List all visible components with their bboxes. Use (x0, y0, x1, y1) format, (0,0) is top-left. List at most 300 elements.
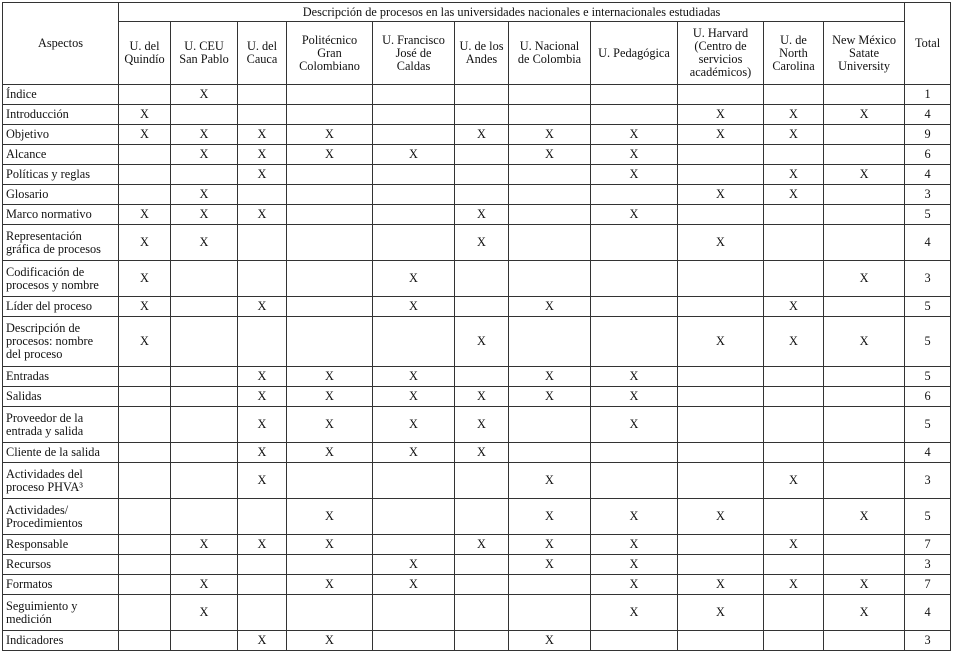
mark-cell (287, 185, 373, 205)
mark-cell: X (238, 535, 287, 555)
university-column-header (287, 22, 373, 85)
mark-cell: X (455, 205, 509, 225)
mark-cell (591, 317, 678, 367)
mark-cell (171, 499, 238, 535)
university-column-header (455, 22, 509, 85)
mark-cell (119, 165, 171, 185)
mark-cell (119, 535, 171, 555)
mark-cell (119, 407, 171, 443)
aspect-cell (3, 535, 119, 555)
total-cell: 5 (905, 499, 951, 535)
aspect-line: Introducción (6, 107, 69, 121)
mark-cell: X (678, 105, 764, 125)
mark-cell (171, 367, 238, 387)
mark-cell (824, 555, 905, 575)
mark-cell (238, 499, 287, 535)
table-row (3, 317, 951, 367)
mark-cell: X (238, 407, 287, 443)
mark-cell: X (455, 535, 509, 555)
aspect-cell (3, 463, 119, 499)
column-header-line: U. Nacional (519, 39, 580, 53)
mark-cell: X (591, 407, 678, 443)
mark-cell (455, 499, 509, 535)
mark-cell (455, 261, 509, 297)
mark-cell (455, 575, 509, 595)
aspect-cell (3, 185, 119, 205)
aspect-line: Proveedor de la (6, 410, 84, 425)
column-header-line: North (779, 45, 808, 60)
mark-cell (455, 631, 509, 651)
mark-cell: X (238, 145, 287, 165)
table-row (3, 555, 951, 575)
mark-cell (764, 205, 824, 225)
table-row (3, 125, 951, 145)
aspect-line: Representación (6, 228, 82, 243)
university-column-header (678, 22, 764, 85)
mark-cell (764, 555, 824, 575)
mark-cell (373, 165, 455, 185)
table-row (3, 105, 951, 125)
mark-cell (373, 125, 455, 145)
mark-cell (455, 165, 509, 185)
column-header-line: U. de (780, 32, 807, 47)
mark-cell: X (824, 261, 905, 297)
mark-cell: X (373, 443, 455, 463)
mark-cell (591, 631, 678, 651)
mark-cell (591, 261, 678, 297)
mark-cell: X (171, 595, 238, 631)
mark-cell (678, 443, 764, 463)
mark-cell: X (509, 125, 591, 145)
column-header-line: San Pablo (179, 52, 229, 66)
process-comparison-table (2, 2, 951, 651)
table-row (3, 85, 951, 105)
mark-cell (678, 85, 764, 105)
mark-cell (171, 631, 238, 651)
aspect-line: Líder del proceso (6, 299, 93, 313)
table-row (3, 367, 951, 387)
total-cell: 5 (905, 407, 951, 443)
university-column-header (764, 22, 824, 85)
aspect-line: Descripción de (6, 321, 81, 335)
total-cell: 5 (905, 297, 951, 317)
mark-cell (455, 595, 509, 631)
mark-cell (455, 185, 509, 205)
mark-cell: X (238, 165, 287, 185)
total-cell: 3 (905, 555, 951, 575)
mark-cell: X (455, 125, 509, 145)
mark-cell (678, 261, 764, 297)
aspect-cell (3, 297, 119, 317)
aspect-cell (3, 443, 119, 463)
table-row (3, 463, 951, 499)
mark-cell (678, 367, 764, 387)
mark-cell: X (287, 631, 373, 651)
column-header-line: U. Pedagógica (598, 45, 670, 60)
mark-cell (287, 165, 373, 185)
university-column-header (824, 22, 905, 85)
table-row (3, 631, 951, 651)
column-header-line: Caldas (396, 58, 431, 73)
mark-cell (764, 407, 824, 443)
aspect-line: Cliente de la salida (6, 445, 100, 459)
mark-cell: X (119, 225, 171, 261)
mark-cell (509, 595, 591, 631)
aspect-line: Entradas (6, 369, 50, 383)
mark-cell (373, 535, 455, 555)
mark-cell (287, 595, 373, 631)
table-row (3, 185, 951, 205)
mark-cell (171, 261, 238, 297)
mark-cell: X (509, 499, 591, 535)
column-header-line: académicos) (689, 65, 752, 79)
mark-cell (509, 407, 591, 443)
mark-cell (455, 297, 509, 317)
mark-cell (824, 443, 905, 463)
mark-cell (119, 575, 171, 595)
mark-cell (119, 185, 171, 205)
mark-cell (119, 443, 171, 463)
mark-cell: X (509, 535, 591, 555)
mark-cell (171, 443, 238, 463)
mark-cell (287, 105, 373, 125)
mark-cell (509, 443, 591, 463)
mark-cell (591, 463, 678, 499)
mark-cell (591, 105, 678, 125)
mark-cell: X (287, 125, 373, 145)
total-cell: 3 (905, 463, 951, 499)
mark-cell: X (119, 317, 171, 367)
mark-cell: X (119, 105, 171, 125)
mark-cell: X (824, 105, 905, 125)
mark-cell (119, 631, 171, 651)
total-cell: 4 (905, 443, 951, 463)
aspect-line: Recursos (6, 557, 52, 571)
mark-cell (678, 463, 764, 499)
aspect-line: Actividades/ (6, 502, 69, 517)
table-row (3, 387, 951, 407)
mark-cell (764, 387, 824, 407)
table-row (3, 297, 951, 317)
table-row (3, 575, 951, 595)
mark-cell: X (591, 125, 678, 145)
mark-cell: X (764, 297, 824, 317)
mark-cell: X (287, 535, 373, 555)
mark-cell (764, 145, 824, 165)
aspect-line: Formatos (6, 577, 53, 591)
mark-cell (824, 367, 905, 387)
mark-cell (678, 145, 764, 165)
mark-cell: X (764, 535, 824, 555)
total-header: Total (905, 3, 951, 85)
aspect-cell (3, 499, 119, 535)
mark-cell: X (824, 165, 905, 185)
total-cell: 3 (905, 631, 951, 651)
mark-cell: X (171, 535, 238, 555)
mark-cell (171, 387, 238, 407)
total-cell: 5 (905, 367, 951, 387)
mark-cell: X (591, 535, 678, 555)
mark-cell (287, 261, 373, 297)
table-row (3, 535, 951, 555)
mark-cell (678, 555, 764, 575)
mark-cell (287, 225, 373, 261)
aspect-cell (3, 85, 119, 105)
mark-cell: X (171, 185, 238, 205)
aspect-line: medición (6, 611, 52, 626)
table-row (3, 205, 951, 225)
mark-cell: X (238, 463, 287, 499)
mark-cell (824, 463, 905, 499)
mark-cell (171, 555, 238, 575)
mark-cell: X (591, 499, 678, 535)
column-header-line: Colombiano (299, 58, 360, 73)
mark-cell (373, 499, 455, 535)
mark-cell (509, 165, 591, 185)
mark-cell: X (238, 367, 287, 387)
total-cell: 7 (905, 575, 951, 595)
mark-cell: X (373, 261, 455, 297)
mark-cell (764, 595, 824, 631)
mark-cell: X (287, 575, 373, 595)
aspect-line: Objetivo (6, 127, 50, 141)
mark-cell: X (373, 145, 455, 165)
column-header-line: U. del (246, 39, 278, 53)
total-cell: 3 (905, 185, 951, 205)
aspect-line: Indicadores (6, 633, 64, 647)
mark-cell (287, 555, 373, 575)
mark-cell: X (373, 367, 455, 387)
mark-cell: X (591, 555, 678, 575)
mark-cell: X (678, 595, 764, 631)
mark-cell (119, 463, 171, 499)
aspect-line: Seguimiento y (6, 598, 78, 613)
mark-cell: X (678, 185, 764, 205)
column-header-line: University (838, 58, 890, 73)
mark-cell (591, 185, 678, 205)
mark-cell: X (591, 165, 678, 185)
aspect-line: gráfica de procesos (6, 241, 101, 256)
mark-cell: X (764, 165, 824, 185)
mark-cell (764, 225, 824, 261)
total-cell: 4 (905, 105, 951, 125)
mark-cell: X (591, 387, 678, 407)
column-header-line: Politécnico (301, 32, 358, 47)
mark-cell: X (764, 463, 824, 499)
total-cell: 4 (905, 595, 951, 631)
mark-cell: X (119, 261, 171, 297)
aspect-line: proceso PHVA³ (6, 479, 83, 494)
mark-cell: X (824, 575, 905, 595)
mark-cell (824, 125, 905, 145)
university-column-header (373, 22, 455, 85)
mark-cell: X (591, 145, 678, 165)
aspect-cell (3, 407, 119, 443)
mark-cell: X (678, 499, 764, 535)
mark-cell (373, 105, 455, 125)
mark-cell: X (509, 463, 591, 499)
mark-cell (238, 575, 287, 595)
aspect-line: Procedimientos (6, 515, 83, 530)
mark-cell (591, 85, 678, 105)
aspect-cell (3, 367, 119, 387)
mark-cell: X (764, 317, 824, 367)
total-cell: 1 (905, 85, 951, 105)
mark-cell (119, 145, 171, 165)
mark-cell (171, 463, 238, 499)
aspect-line: entrada y salida (6, 423, 84, 438)
mark-cell (764, 499, 824, 535)
mark-cell (287, 317, 373, 367)
mark-cell (373, 225, 455, 261)
mark-cell (678, 205, 764, 225)
aspect-cell (3, 387, 119, 407)
mark-cell (171, 165, 238, 185)
column-header-line: Satate (849, 45, 880, 60)
mark-cell (509, 85, 591, 105)
mark-cell (171, 105, 238, 125)
mark-cell: X (764, 105, 824, 125)
mark-cell (509, 317, 591, 367)
mark-cell: X (287, 145, 373, 165)
mark-cell: X (455, 407, 509, 443)
mark-cell (373, 185, 455, 205)
mark-cell: X (678, 575, 764, 595)
mark-cell: X (287, 387, 373, 407)
mark-cell: X (238, 631, 287, 651)
university-column-header (171, 22, 238, 85)
column-header-line: Gran (317, 45, 342, 60)
column-header-line: de Colombia (517, 52, 582, 66)
aspect-line: Índice (6, 87, 37, 101)
aspect-line: Políticas y reglas (6, 167, 91, 181)
mark-cell: X (509, 631, 591, 651)
aspect-cell (3, 225, 119, 261)
mark-cell: X (509, 145, 591, 165)
mark-cell (824, 185, 905, 205)
mark-cell: X (373, 387, 455, 407)
mark-cell: X (238, 387, 287, 407)
mark-cell (824, 225, 905, 261)
aspect-cell (3, 205, 119, 225)
mark-cell (824, 387, 905, 407)
aspect-line: procesos y nombre (6, 277, 99, 292)
mark-cell: X (509, 367, 591, 387)
mark-cell (119, 555, 171, 575)
mark-cell (238, 85, 287, 105)
total-cell: 5 (905, 205, 951, 225)
mark-cell: X (678, 317, 764, 367)
mark-cell (238, 225, 287, 261)
column-header-line: U. de los (459, 39, 504, 53)
table-row (3, 165, 951, 185)
table-row (3, 225, 951, 261)
mark-cell (373, 317, 455, 367)
mark-cell (287, 85, 373, 105)
aspect-cell (3, 595, 119, 631)
aspect-line: Actividades del (6, 466, 83, 481)
mark-cell (373, 85, 455, 105)
mark-cell (238, 185, 287, 205)
aspect-cell (3, 317, 119, 367)
mark-cell: X (824, 499, 905, 535)
column-header-line: Cauca (246, 52, 278, 66)
mark-cell (373, 595, 455, 631)
mark-cell (455, 145, 509, 165)
mark-cell (764, 85, 824, 105)
aspect-line: Responsable (6, 537, 69, 551)
mark-cell (171, 407, 238, 443)
mark-cell (764, 261, 824, 297)
column-header-line: U. Harvard (692, 26, 749, 40)
mark-cell: X (287, 367, 373, 387)
aspect-cell (3, 105, 119, 125)
mark-cell: X (119, 125, 171, 145)
table-row (3, 145, 951, 165)
aspect-cell (3, 145, 119, 165)
mark-cell (591, 443, 678, 463)
mark-cell: X (764, 575, 824, 595)
aspect-line: Salidas (6, 389, 42, 403)
mark-cell (678, 631, 764, 651)
mark-cell: X (591, 205, 678, 225)
aspect-cell (3, 261, 119, 297)
total-cell: 5 (905, 317, 951, 367)
table-row (3, 499, 951, 535)
mark-cell: X (119, 205, 171, 225)
mark-cell (287, 463, 373, 499)
column-header-line: Carolina (772, 58, 815, 73)
mark-cell: X (455, 225, 509, 261)
aspect-line: procesos: nombre (6, 334, 94, 348)
mark-cell: X (287, 443, 373, 463)
mark-cell (373, 463, 455, 499)
mark-cell (824, 145, 905, 165)
mark-cell: X (591, 575, 678, 595)
mark-cell (509, 185, 591, 205)
mark-cell (824, 535, 905, 555)
mark-cell: X (455, 443, 509, 463)
mark-cell: X (171, 145, 238, 165)
total-cell: 6 (905, 387, 951, 407)
mark-cell: X (119, 297, 171, 317)
mark-cell (509, 225, 591, 261)
aspect-cell (3, 165, 119, 185)
mark-cell: X (678, 225, 764, 261)
total-cell: 3 (905, 261, 951, 297)
mark-cell (509, 105, 591, 125)
mark-cell (764, 443, 824, 463)
mark-cell: X (287, 499, 373, 535)
aspects-header: Aspectos (3, 3, 119, 85)
aspect-cell (3, 631, 119, 651)
mark-cell: X (171, 225, 238, 261)
mark-cell (678, 165, 764, 185)
mark-cell (238, 261, 287, 297)
column-header-line: servicios (698, 52, 743, 66)
mark-cell (591, 297, 678, 317)
mark-cell (373, 205, 455, 225)
mark-cell: X (764, 125, 824, 145)
mark-cell (678, 535, 764, 555)
mark-cell: X (171, 85, 238, 105)
mark-cell: X (373, 407, 455, 443)
mark-cell (238, 105, 287, 125)
university-column-header (591, 22, 678, 85)
mark-cell (824, 297, 905, 317)
mark-cell (824, 205, 905, 225)
university-column-header (119, 22, 171, 85)
